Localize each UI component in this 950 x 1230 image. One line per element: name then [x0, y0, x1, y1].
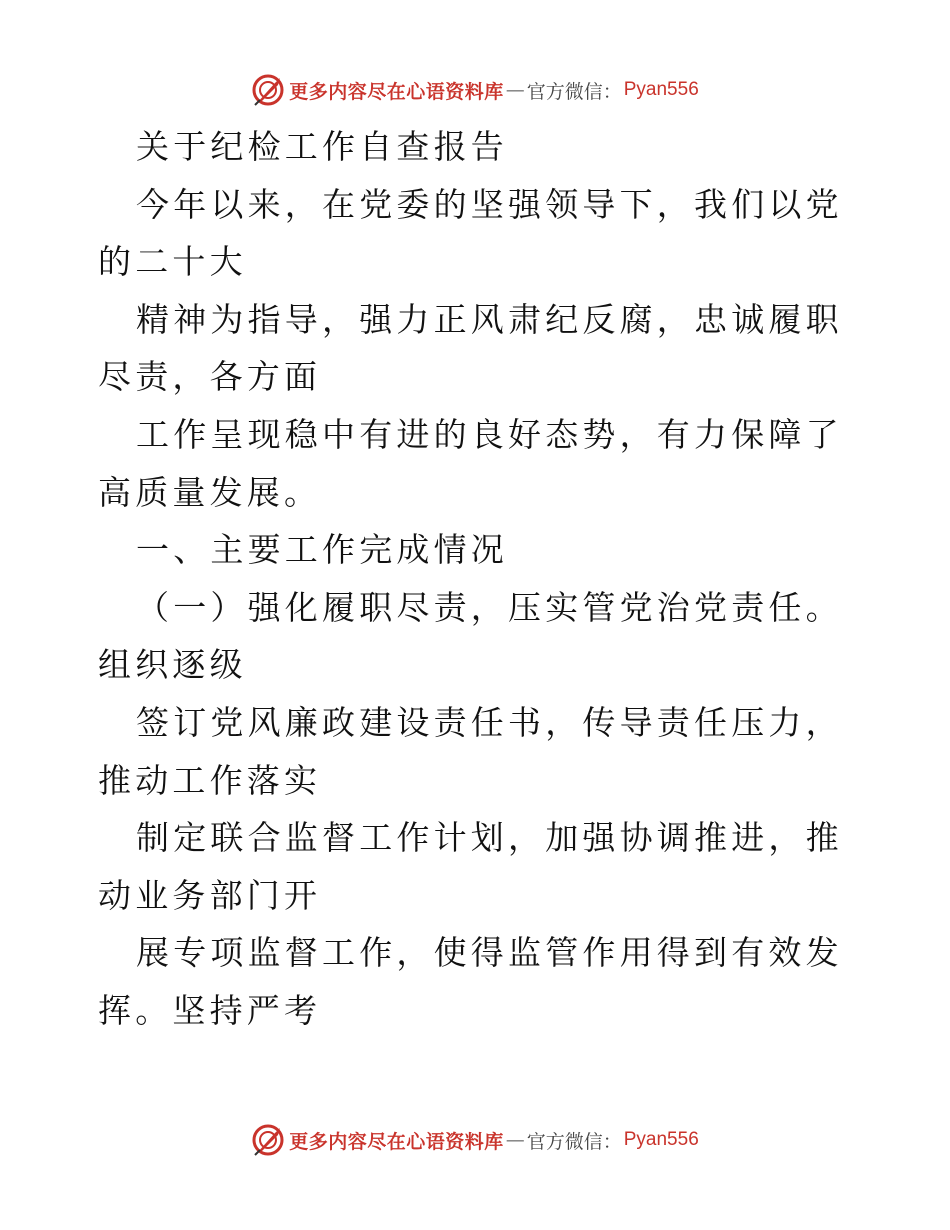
document-body — [98, 118, 858, 1040]
document-title: 关于纪检工作自查报告 — [136, 127, 508, 166]
watermark-wechat-label: 官方微信： — [526, 1130, 622, 1153]
quill-logo-icon — [251, 73, 285, 107]
paragraph: 今年以来，在党委的坚强领导下，我们以党的二十大 — [98, 184, 843, 282]
paragraph: 制定联合监督工作计划，加强协调推进，推动业务部门开 — [98, 818, 843, 915]
paragraph: 工作呈现稳中有进的良好态势，有力保障了高质量发展。 — [98, 414, 843, 512]
watermark-dash: — — [505, 1129, 525, 1151]
watermark-brand-text: 更多内容尽在心语资料库 — [289, 1130, 504, 1153]
paragraph: 签订党风廉政建设责任书，传导责任压力，推动工作落实 — [98, 702, 843, 800]
header-watermark-banner — [0, 70, 950, 110]
watermark-wechat-id: Pyan556 — [623, 1129, 699, 1150]
paragraph: 精神为指导，强力正风肃纪反腐，忠诚履职尽责，各方面 — [98, 299, 843, 397]
section-heading: 一、主要工作完成情况 — [136, 530, 508, 570]
footer-watermark-banner — [0, 1120, 950, 1160]
watermark-dash: — — [505, 79, 525, 101]
watermark-wechat-label: 官方微信： — [526, 80, 622, 103]
quill-logo-icon — [251, 1123, 285, 1157]
watermark-brand-text: 更多内容尽在心语资料库 — [289, 80, 504, 103]
paragraph: （一）强化履职尽责，压实管党治党责任。组织逐级 — [98, 587, 843, 685]
watermark-wechat-id: Pyan556 — [623, 79, 699, 100]
paragraph: 展专项监督工作，使得监管作用得到有效发挥。坚持严考 — [98, 933, 843, 1030]
